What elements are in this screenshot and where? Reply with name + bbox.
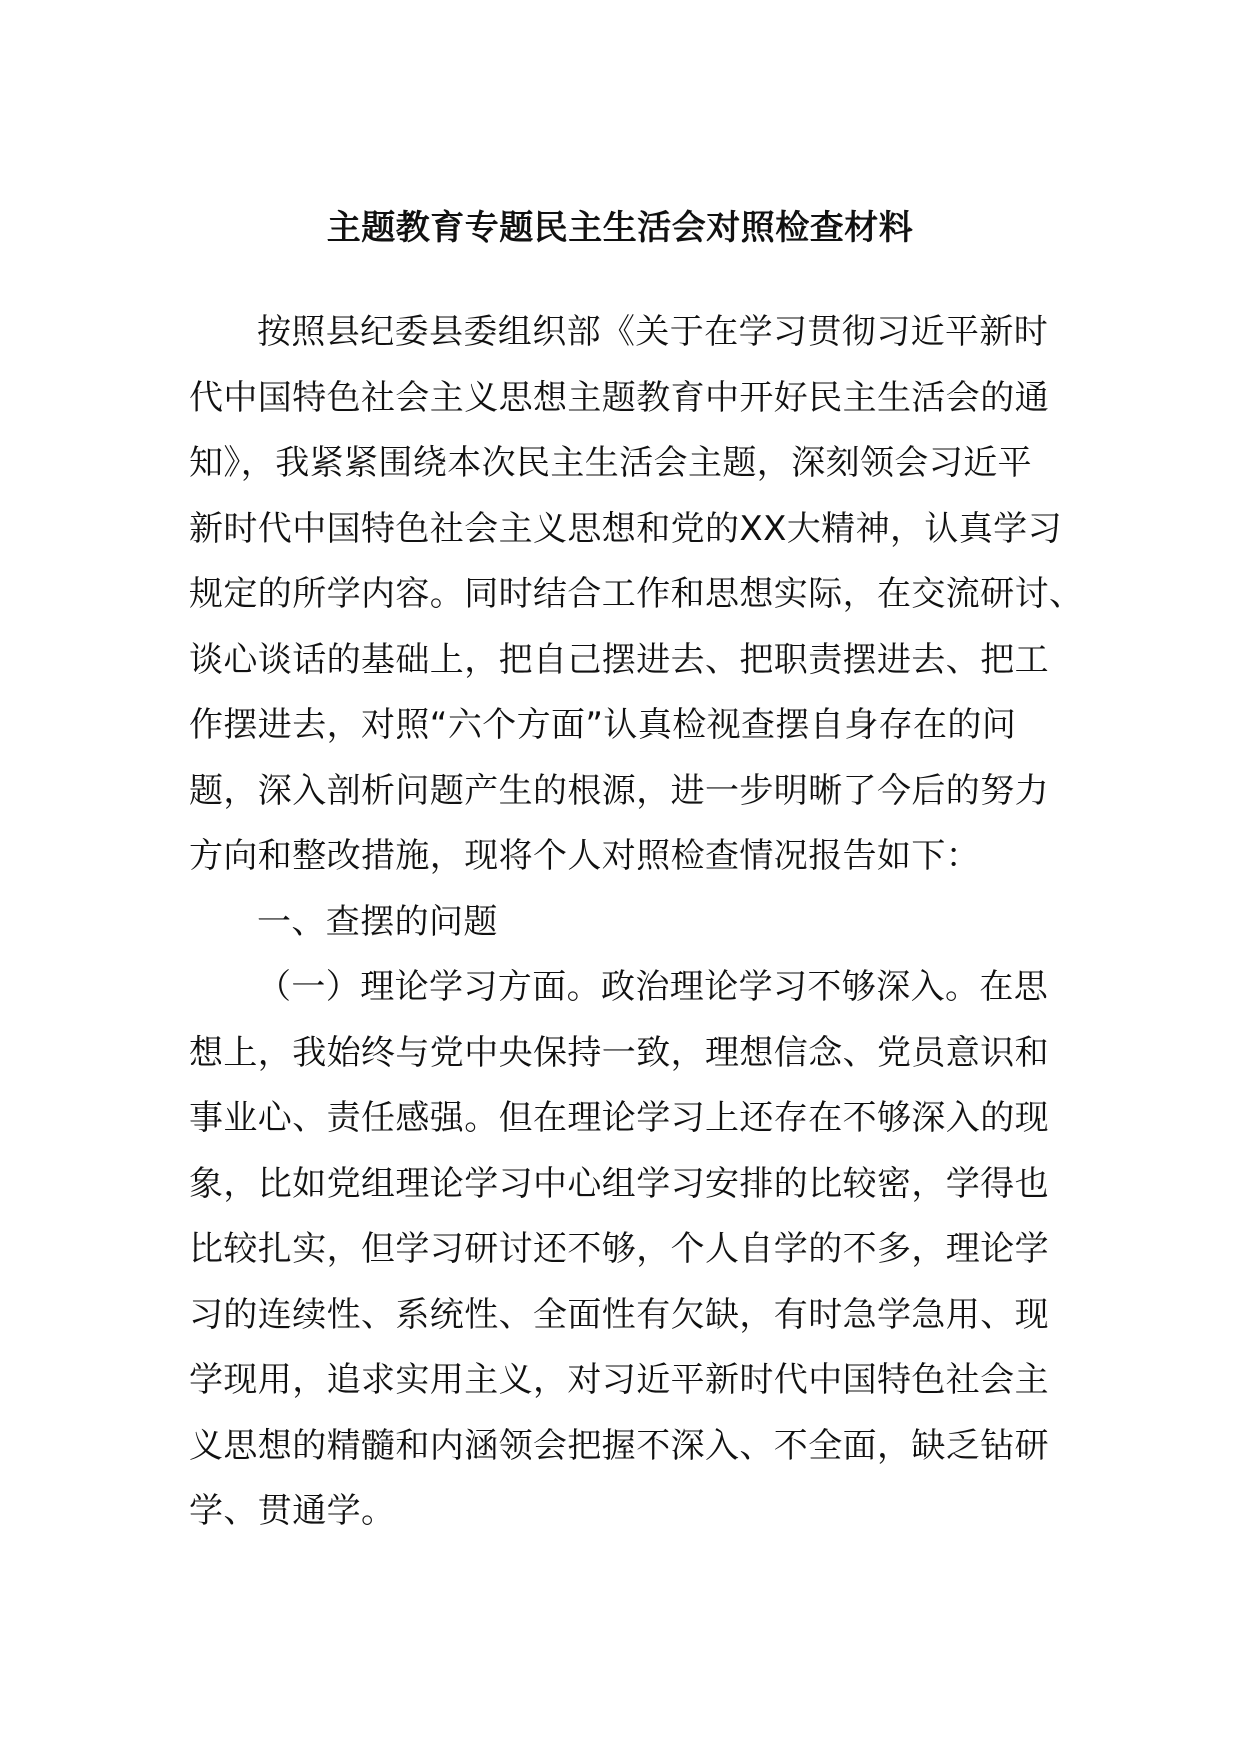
paragraph-line: 比较扎实，但学习研讨还不够，个人自学的不多，理论学: [189, 1229, 1049, 1269]
paragraph-line: 题，深入剖析问题产生的根源，进一步明晰了今后的努力: [189, 770, 1049, 811]
subsection-heading-line: （一）理论学习方面。政治理论学习不够深入。在思: [257, 967, 1049, 1007]
paragraph-line: 作摆进去，对照“六个方面”认真检视查摆自身存在的问: [189, 705, 1017, 745]
paragraph-line: 象，比如党组理论学习中心组学习安排的比较密，学得也: [189, 1163, 1049, 1204]
paragraph-line: 事业心、责任感强。但在理论学习上还存在不够深入的现: [189, 1098, 1049, 1138]
paragraph-line: 习的连续性、系统性、全面性有欠缺，有时急学急用、现: [189, 1294, 1049, 1335]
paragraph-line: 方向和整改措施，现将个人对照检查情况报告如下：: [189, 836, 981, 876]
paragraph-line: 义思想的精髓和内涵领会把握不深入、不全面，缺乏钻研: [189, 1425, 1049, 1466]
paragraph-line: 新时代中国特色社会主义思想和党的XX大精神，认真学习: [189, 508, 1062, 549]
paragraph-line: 想上，我始终与党中央保持一致，理想信念、党员意识和: [189, 1032, 1049, 1073]
section-heading: 一、查摆的问题: [257, 901, 498, 942]
paragraph-line: 规定的所学内容。同时结合工作和思想实际，在交流研讨、: [189, 574, 1084, 614]
paragraph-line: 学现用，追求实用主义，对习近平新时代中国特色社会主: [189, 1360, 1049, 1400]
paragraph-line: 知》，我紧紧围绕本次民主生活会主题，深刻领会习近平: [189, 443, 1032, 483]
paragraph-line: 代中国特色社会主义思想主题教育中开好民主生活会的通: [189, 377, 1049, 418]
paragraph-line: 谈心谈话的基础上，把自己摆进去、把职责摆进去、把工: [189, 639, 1049, 680]
paragraph-line: 学、贯通学。: [189, 1491, 396, 1531]
paragraph-line: 按照县纪委县委组织部《关于在学习贯彻习近平新时: [257, 312, 1049, 352]
document-title: 主题教育专题民主生活会对照检查材料: [326, 208, 914, 248]
document-body: [189, 300, 1084, 1545]
